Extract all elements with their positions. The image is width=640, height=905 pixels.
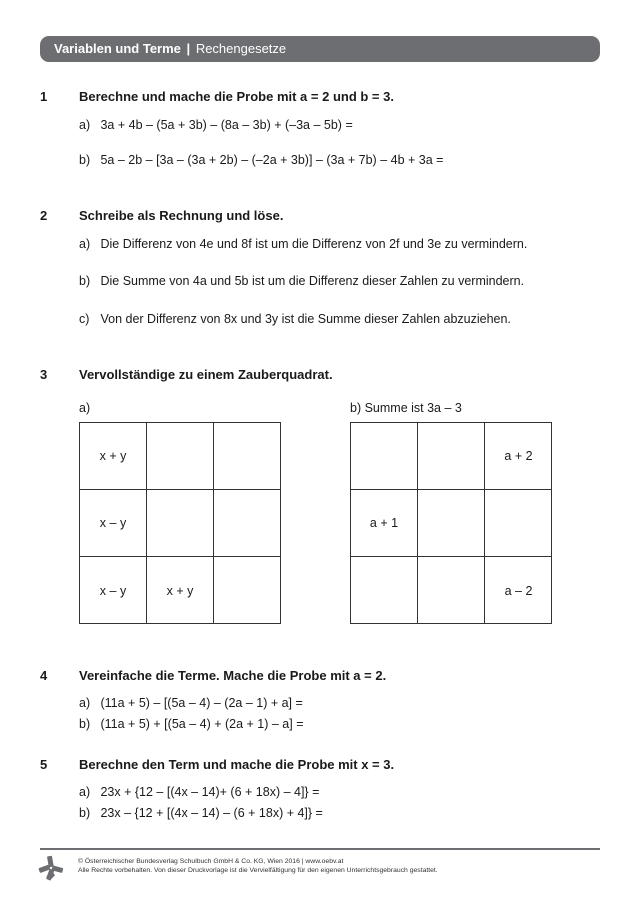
task1-item-b xyxy=(79,153,443,167)
task3-number: 3 xyxy=(40,367,48,382)
square-cell: x – y xyxy=(80,490,147,557)
item-label: a) xyxy=(79,696,91,710)
item-label: a) xyxy=(79,237,91,251)
header-title: Variablen und Terme xyxy=(54,41,181,56)
item-text: 3a + 4b – (5a + 3b) – (8a – 3b) + (–3a – 5b) = xyxy=(100,118,353,132)
square-cell xyxy=(214,490,281,557)
magic-square-a xyxy=(79,422,281,624)
square-cell: x – y xyxy=(80,557,147,624)
item-text: Die Summe von 4a und 5b ist um die Differenz dieser Zahlen zu vermindern. xyxy=(100,274,525,288)
task4-item-a xyxy=(79,696,303,710)
square-cell: x + y xyxy=(147,557,214,624)
item-label: a) xyxy=(79,785,91,799)
magic-square-b xyxy=(350,422,552,624)
item-text: 23x + {12 – [(4x – 14)+ (6 + 18x) – 4]} = xyxy=(100,785,320,799)
square-cell: a – 2 xyxy=(504,583,533,598)
task1-title: Berechne und mache die Probe mit a = 2 und b = 3. xyxy=(79,89,394,104)
square-cell: a + 1 xyxy=(351,490,418,557)
publisher-logo-icon xyxy=(38,855,64,881)
square-cell xyxy=(351,557,418,624)
task2-item-b xyxy=(79,274,524,288)
footer-copyright xyxy=(78,857,438,875)
page-header xyxy=(40,36,600,62)
task5-number: 5 xyxy=(40,757,48,772)
square-cell xyxy=(214,423,281,490)
square-cell: a + 2 xyxy=(485,423,552,490)
footer-line2: Alle Rechte vorbehalten. Von dieser Druckvorlage ist die Vervielfältigung für den eigenen Unterrichtsgebrauch gestattet. xyxy=(78,867,438,874)
task1-number: 1 xyxy=(40,89,48,104)
item-label: c) xyxy=(79,312,90,326)
item-text: Die Differenz von 4e und 8f ist um die Differenz von 2f und 3e zu vermindern. xyxy=(100,237,528,251)
item-text: (11a + 5) + [(5a – 4) + (2a + 1) – a] = xyxy=(100,717,304,731)
footer-divider xyxy=(40,848,600,850)
square-cell xyxy=(418,490,485,557)
square-cell xyxy=(214,557,281,624)
task4-number: 4 xyxy=(40,668,48,683)
task2-title: Schreibe als Rechnung und löse. xyxy=(79,208,284,223)
task3-title: Vervollständige zu einem Zauberquadrat. xyxy=(79,367,333,382)
task5-item-b xyxy=(79,806,323,820)
task5-title: Berechne den Term und mache die Probe mit x = 3. xyxy=(79,757,395,772)
square-a-label: a) xyxy=(79,401,91,415)
item-label: b) xyxy=(79,153,91,167)
square-cell xyxy=(485,490,552,557)
square-cell: x + y xyxy=(80,423,147,490)
square-cell xyxy=(147,490,214,557)
task2-number: 2 xyxy=(40,208,48,223)
task2-item-a xyxy=(79,237,527,251)
item-label: b) xyxy=(79,717,91,731)
item-label: a) xyxy=(79,118,91,132)
header-separator: | xyxy=(186,41,191,56)
square-cell xyxy=(418,557,485,624)
item-text: 23x – {12 + [(4x – 14) – (6 + 18x) + 4]} = xyxy=(100,806,323,820)
task4-title: Vereinfache die Terme. Mache die Probe mit a = 2. xyxy=(79,668,387,683)
task2-item-c xyxy=(79,312,511,326)
square-b-label: b) Summe ist 3a – 3 xyxy=(350,401,462,415)
square-cell xyxy=(351,423,418,490)
footer-line1: © Österreichischer Bundesverlag Schulbuch GmbH & Co. KG, Wien 2016 | www.oebv.at xyxy=(78,858,344,865)
item-label: b) xyxy=(79,274,91,288)
square-cell xyxy=(418,423,485,490)
item-text: Von der Differenz von 8x und 3y ist die Summe dieser Zahlen abzuziehen. xyxy=(100,312,511,326)
item-label: b) xyxy=(79,806,91,820)
task1-item-a xyxy=(79,118,353,132)
header-subtitle: Rechengesetze xyxy=(195,41,287,56)
item-text: (11a + 5) – [(5a – 4) – (2a – 1) + a] = xyxy=(100,696,303,710)
task5-item-a xyxy=(79,785,319,799)
square-cell xyxy=(147,423,214,490)
task4-item-b xyxy=(79,717,304,731)
item-text: 5a – 2b – [3a – (3a + 2b) – (–2a + 3b)] – (3a + 7b) – 4b + 3a = xyxy=(100,153,444,167)
